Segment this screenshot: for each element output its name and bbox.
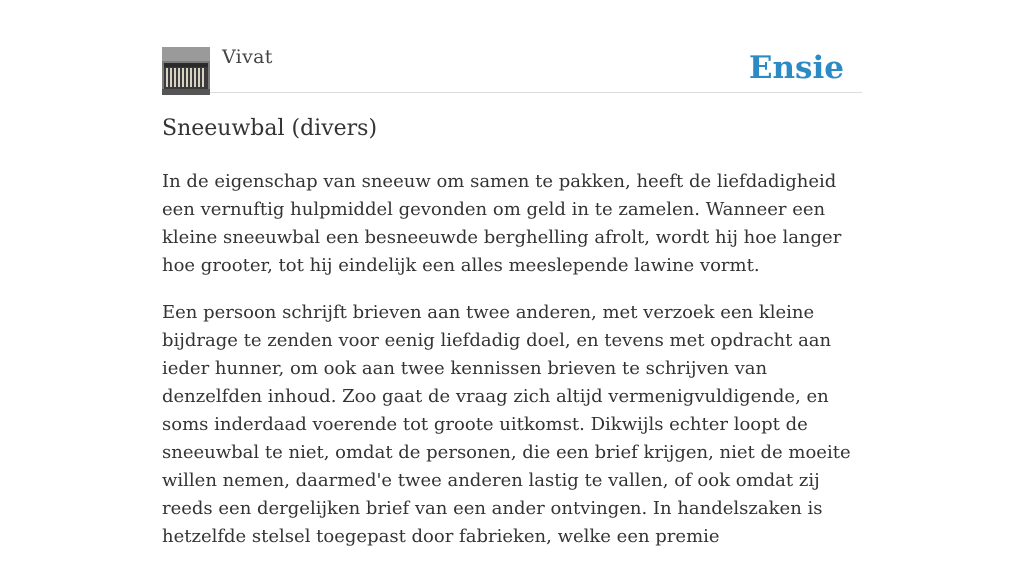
article-body [162, 168, 862, 570]
article-title: Sneeuwbal (divers) [162, 116, 378, 141]
typewriter-icon [162, 47, 210, 95]
header [162, 40, 862, 93]
avatar[interactable] [162, 47, 210, 95]
paragraph: Een persoon schrijft brieven aan twee anderen, met verzoek een kleine bijdrage te zenden voor eenig liefdadig doel, en tevens met opdracht aan ieder hunner, om ook aan twee kennissen brieven te schrijven van denzelfden inhoud. Zoo gaat de vraag zich altijd vermenigvuldigende, en soms inderdaad voerende tot groote uitkomst. Dikwijls echter loopt de sneeuwbal te niet, omdat de personen, die een brief krijgen, niet de moeite willen nemen, daarmed'e twee anderen lastig te vallen, of ook omdat zij reeds een dergelijken brief van een ander ontvingen. In handelszaken is hetzelfde stelsel toegepast door fabrieken, welke een premie [162, 302, 851, 547]
author-name[interactable]: Vivat [222, 46, 273, 68]
ensie-logo[interactable]: Ensie [748, 50, 844, 86]
paragraph: In de eigenschap van sneeuw om samen te pakken, heeft de liefdadigheid een vernuftig hulpmiddel gevonden om geld in te zamelen. Wanneer een kleine sneeuwbal een besneeuwde berghelling afrolt, wordt hij hoe langer hoe grooter, tot hij eindelijk een alles meeslepende lawine vormt. [162, 171, 842, 276]
